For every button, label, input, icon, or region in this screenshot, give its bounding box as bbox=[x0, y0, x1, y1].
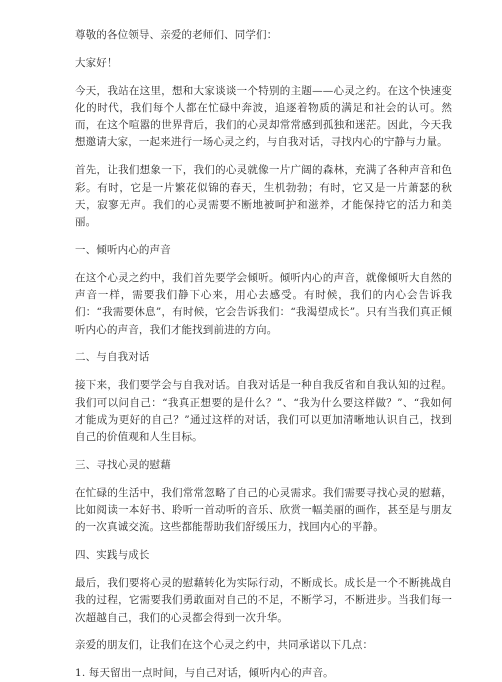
closing-intro: 亲爱的朋友们，让我们在这个心灵之约中，共同承诺以下几点： bbox=[75, 639, 374, 652]
section-2-title: 二、与自我对话 bbox=[75, 351, 150, 364]
section-4-body: 最后，我们要将心灵的慰藉转化为实际行动，不断成长。成长是一个不断挑战自我的过程，它需要我们勇敢面对自己的不足，不断学习，不断进步。当我们每一次超越自己，我们的心灵都会得到一次升华。 bbox=[75, 576, 452, 624]
intro-paragraph-2: 首先，让我们想象一下，我们的心灵就像一片广阔的森林，充满了各种声音和色彩。有时，它是一片繁花似锦的春天，生机勃勃；有时，它又是一片萧瑟的秋天，寂寥无声。我们的心灵需要不断地被呵护和滋养，才能保持它的活力和美丽。 bbox=[75, 164, 452, 229]
section-2-body: 接下来，我们要学会与自我对话。自我对话是一种自我反省和自我认知的过程。我们可以问自己：“我真正想要的是什么？”、“我为什么要这样做？”、“我如何才能成为更好的自己？”通过这样的对话，我们可以更加清晰地认识自己，找到自己的价值观和人生目标。 bbox=[75, 379, 452, 444]
section-3-title: 三、寻找心灵的慰藉 bbox=[75, 458, 171, 471]
section-1-body: 在这个心灵之约中，我们首先要学会倾听。倾听内心的声音，就像倾听大自然的声音一样，需要我们静下心来，用心去感受。有时候，我们的内心会告诉我们：“我需要休息”，有时候，它会告诉我们：“我渴望成长”。只有当我们真正倾听内心的声音，我们才能找到前进的方向。 bbox=[75, 271, 452, 336]
section-3-body: 在忙碌的生活中，我们常常忽略了自己的心灵需求。我们需要寻找心灵的慰藉，比如阅读一本好书、聆听一首动听的音乐、欣赏一幅美丽的画作，甚至是与朋友的一次真诚交流。这些都能帮助我们舒缓压力，找回内心的平静。 bbox=[75, 486, 452, 534]
section-1-title: 一、倾听内心的声音 bbox=[75, 243, 171, 256]
promise-item-1: 1. 每天留出一点时间，与自己对话，倾听内心的声音。 bbox=[75, 667, 334, 680]
intro-paragraph-1: 今天，我站在这里，想和大家谈谈一个特别的主题——心灵之约。在这个快速变化的时代，我们每个人都在忙碌中奔波，追逐着物质的满足和社会的认可。然而，在这个喧嚣的世界背后，我们的心灵却常常感到孤独和迷茫。因此，今天我想邀请大家，一起来进行一场心灵之约，与自我对话，寻找内心的宁静与力量。 bbox=[75, 84, 452, 149]
salutation: 尊敬的各位领导、亲爱的老师们、同学们： bbox=[75, 29, 278, 41]
section-4-title: 四、实践与成长 bbox=[75, 549, 150, 562]
greeting: 大家好！ bbox=[75, 56, 118, 69]
